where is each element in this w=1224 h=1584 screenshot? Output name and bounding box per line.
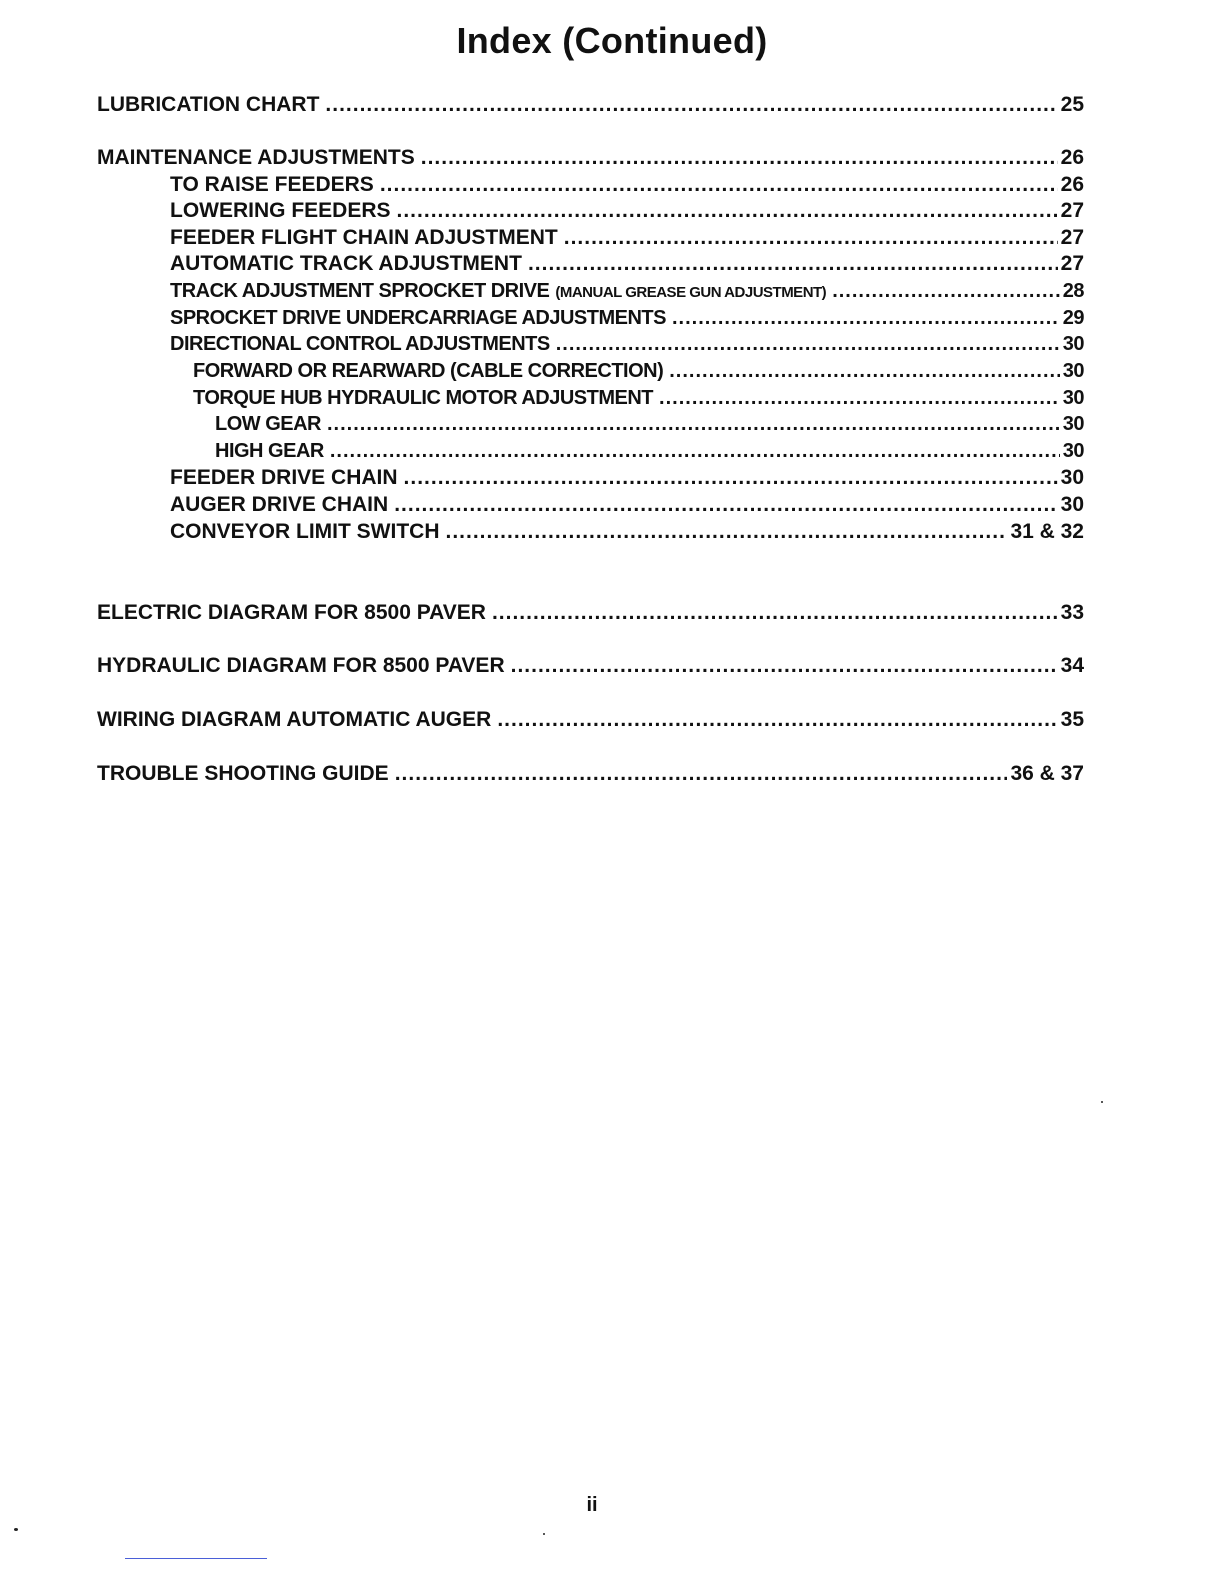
entry-page: 36 & 37 — [1010, 762, 1084, 785]
index-entry-trouble-shooting-guide[interactable] — [97, 762, 1084, 786]
dot-leader — [421, 146, 1058, 170]
entry-page: 30 — [1060, 493, 1084, 516]
bottom-rule — [125, 1558, 267, 1559]
entry-label: LUBRICATION CHART — [97, 93, 320, 116]
dot-leader — [380, 173, 1058, 197]
scan-speck — [543, 1533, 545, 1535]
index-entry-lubrication-chart[interactable] — [97, 93, 1084, 117]
dot-leader — [528, 252, 1058, 276]
index-entry-feeder-drive-chain[interactable] — [170, 466, 1084, 490]
entry-page: 29 — [1062, 307, 1084, 329]
entry-label: TRACK ADJUSTMENT SPROCKET DRIVE — [170, 280, 550, 302]
entry-page: 30 — [1062, 387, 1084, 409]
dot-leader — [497, 708, 1057, 732]
entry-label: FEEDER DRIVE CHAIN — [170, 466, 398, 489]
entry-label: AUGER DRIVE CHAIN — [170, 493, 389, 516]
index-entry-wiring-diagram[interactable] — [97, 708, 1084, 732]
page-title: Index (Continued) — [456, 20, 768, 61]
entry-page: 27 — [1060, 199, 1084, 222]
index-entry-electric-diagram[interactable] — [97, 601, 1084, 625]
entry-page: 28 — [1062, 280, 1084, 302]
entry-page: 26 — [1060, 146, 1084, 169]
entry-label: WIRING DIAGRAM AUTOMATIC AUGER — [97, 708, 492, 731]
entry-page: 35 — [1060, 708, 1084, 731]
index-entry-hydraulic-diagram[interactable] — [97, 654, 1084, 678]
entry-page: 27 — [1060, 252, 1084, 275]
entry-label: AUTOMATIC TRACK ADJUSTMENT — [170, 252, 522, 275]
dot-leader — [327, 413, 1060, 436]
index-entry-automatic-track-adjustment[interactable] — [170, 252, 1084, 276]
entry-label: FORWARD OR REARWARD (CABLE CORRECTION) — [193, 360, 664, 382]
entry-sublabel: (MANUAL GREASE GUN ADJUSTMENT) — [555, 284, 827, 301]
index-entry-high-gear[interactable] — [215, 440, 1084, 463]
entry-page: 30 — [1062, 360, 1084, 382]
dot-leader — [492, 601, 1058, 625]
dot-leader — [672, 307, 1060, 330]
entry-label: LOW GEAR — [215, 413, 321, 435]
entry-page: 33 — [1060, 601, 1084, 624]
index-entry-conveyor-limit-switch[interactable] — [170, 520, 1084, 544]
scan-speck — [1101, 1101, 1103, 1103]
index-entry-track-adjustment-sprocket-drive[interactable] — [170, 280, 1084, 303]
index-entry-directional-control-adjustments[interactable] — [170, 333, 1084, 356]
index-entry-lowering-feeders[interactable] — [170, 199, 1084, 223]
dot-leader — [832, 280, 1060, 303]
index-entry-forward-or-rearward[interactable] — [193, 360, 1084, 383]
entry-page: 30 — [1062, 333, 1084, 355]
scan-speck — [14, 1528, 18, 1531]
entry-label: LOWERING FEEDERS — [170, 199, 391, 222]
index-entry-auger-drive-chain[interactable] — [170, 493, 1084, 517]
entry-label: CONVEYOR LIMIT SWITCH — [170, 520, 440, 543]
index-entry-to-raise-feeders[interactable] — [170, 173, 1084, 197]
dot-leader — [669, 360, 1060, 383]
entry-page: 30 — [1060, 466, 1084, 489]
dot-leader — [325, 93, 1057, 117]
entry-label: TO RAISE FEEDERS — [170, 173, 374, 196]
entry-label: TROUBLE SHOOTING GUIDE — [97, 762, 389, 785]
entry-page: 30 — [1062, 440, 1084, 462]
dot-leader — [446, 520, 1008, 544]
entry-label: HIGH GEAR — [215, 440, 324, 462]
index-entry-sprocket-drive-undercarriage-adjustments[interactable] — [170, 307, 1084, 330]
entry-label: TORQUE HUB HYDRAULIC MOTOR ADJUSTMENT — [193, 387, 654, 409]
entry-page: 25 — [1060, 93, 1084, 116]
dot-leader — [511, 654, 1058, 678]
index-entry-maintenance-adjustments[interactable] — [97, 146, 1084, 170]
entry-label: MAINTENANCE ADJUSTMENTS — [97, 146, 415, 169]
entry-page: 34 — [1060, 654, 1084, 677]
index-entry-feeder-flight-chain-adjustment[interactable] — [170, 226, 1084, 250]
entry-page: 26 — [1060, 173, 1084, 196]
index-entry-torque-hub-hydraulic-motor-adjustment[interactable] — [193, 387, 1084, 410]
dot-leader — [659, 387, 1060, 410]
entry-label: DIRECTIONAL CONTROL ADJUSTMENTS — [170, 333, 550, 355]
dot-leader — [395, 762, 1008, 786]
dot-leader — [556, 333, 1060, 356]
page-number: ii — [586, 1494, 598, 1516]
dot-leader — [404, 466, 1058, 490]
entry-label: FEEDER FLIGHT CHAIN ADJUSTMENT — [170, 226, 558, 249]
dot-leader — [330, 440, 1060, 463]
dot-leader — [394, 493, 1057, 517]
entry-page: 27 — [1060, 226, 1084, 249]
entry-label: ELECTRIC DIAGRAM FOR 8500 PAVER — [97, 601, 486, 624]
index-entry-low-gear[interactable] — [215, 413, 1084, 436]
dot-leader — [397, 199, 1058, 223]
entry-label: SPROCKET DRIVE UNDERCARRIAGE ADJUSTMENTS — [170, 307, 666, 329]
entry-page: 31 & 32 — [1010, 520, 1084, 543]
entry-page: 30 — [1062, 413, 1084, 435]
entry-label: HYDRAULIC DIAGRAM FOR 8500 PAVER — [97, 654, 505, 677]
dot-leader — [564, 226, 1058, 250]
